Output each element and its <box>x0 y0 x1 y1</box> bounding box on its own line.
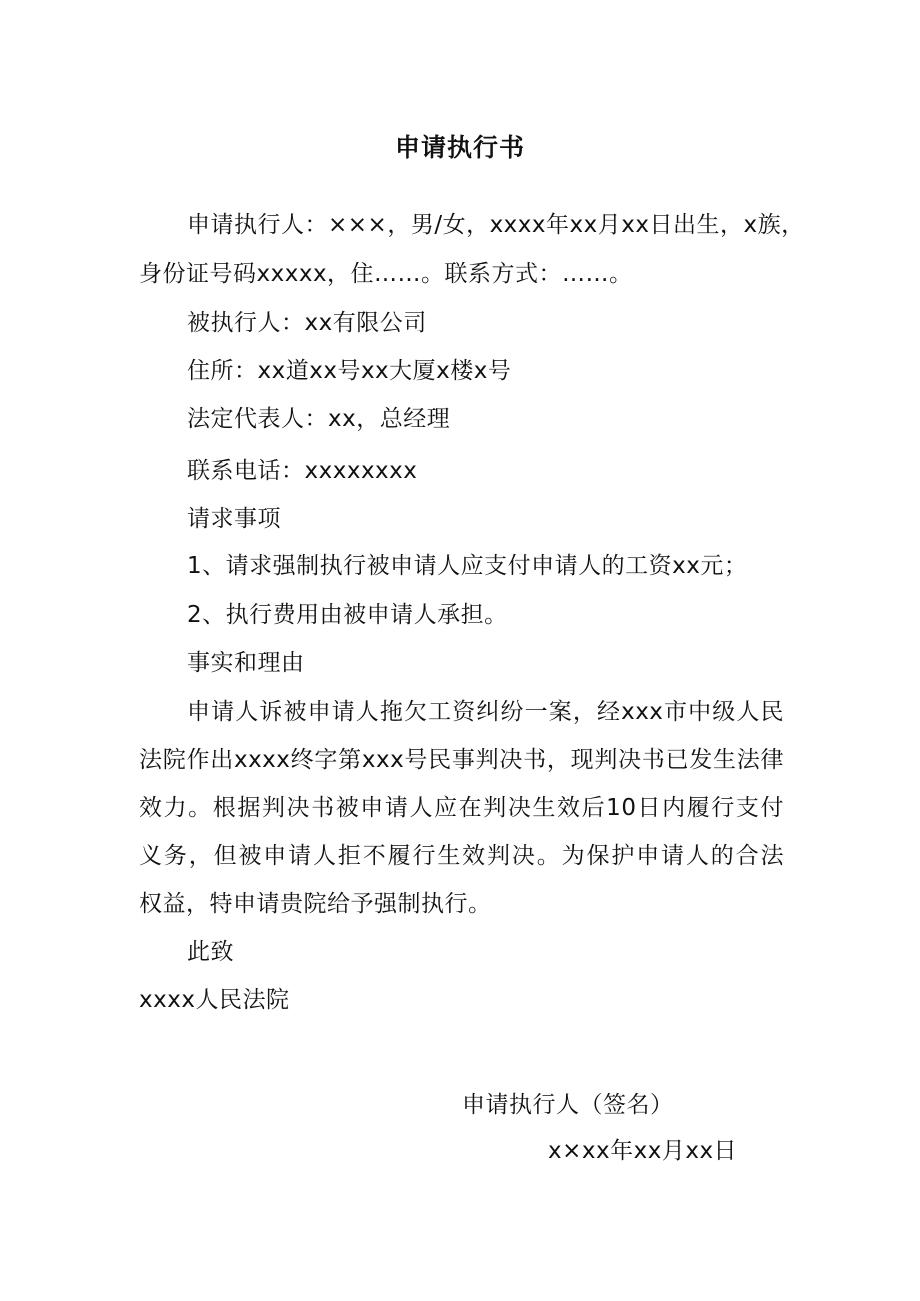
facts-line-5: 权益，特申请贵院给予强制执行。 <box>139 891 492 917</box>
respondent-line: 被执行人：xx有限公司 <box>187 310 427 336</box>
facts-line-3: 效力。根据判决书被申请人应在判决生效后10日内履行支付 <box>139 795 784 821</box>
document-title: 申请执行书 <box>394 133 525 162</box>
facts-line-2: 法院作出xxxx终字第xxx号民事判决书，现判决书已发生法律 <box>139 747 784 773</box>
applicant-line-1: 申请执行人：×××，男/女，xxxx年xx月xx日出生，x族， <box>187 212 805 238</box>
claim-item-1: 1、请求强制执行被申请人应支付申请人的工资xx元； <box>187 553 748 579</box>
legal-rep-line: 法定代表人：xx，总经理 <box>187 406 451 432</box>
phone-line: 联系电话：xxxxxxxx <box>187 458 418 484</box>
court-name: xxxx人民法院 <box>139 987 290 1013</box>
date-line: x×xx年xx月xx日 <box>548 1138 738 1164</box>
facts-line-4: 义务，但被申请人拒不履行生效判决。为保护申请人的合法 <box>139 843 784 869</box>
salutation: 此致 <box>187 939 234 965</box>
claim-item-2: 2、执行费用由被申请人承担。 <box>187 602 508 628</box>
applicant-line-2: 身份证号码xxxxx，住……。联系方式：……。 <box>139 261 633 287</box>
facts-heading: 事实和理由 <box>187 650 305 676</box>
signature-line: 申请执行人（签名） <box>462 1092 674 1118</box>
facts-line-1: 申请人诉被申请人拖欠工资纠纷一案，经xxx市中级人民 <box>187 699 784 725</box>
address-line: 住所：xx道xx号xx大厦x楼x号 <box>187 358 512 384</box>
claims-heading: 请求事项 <box>187 506 281 532</box>
